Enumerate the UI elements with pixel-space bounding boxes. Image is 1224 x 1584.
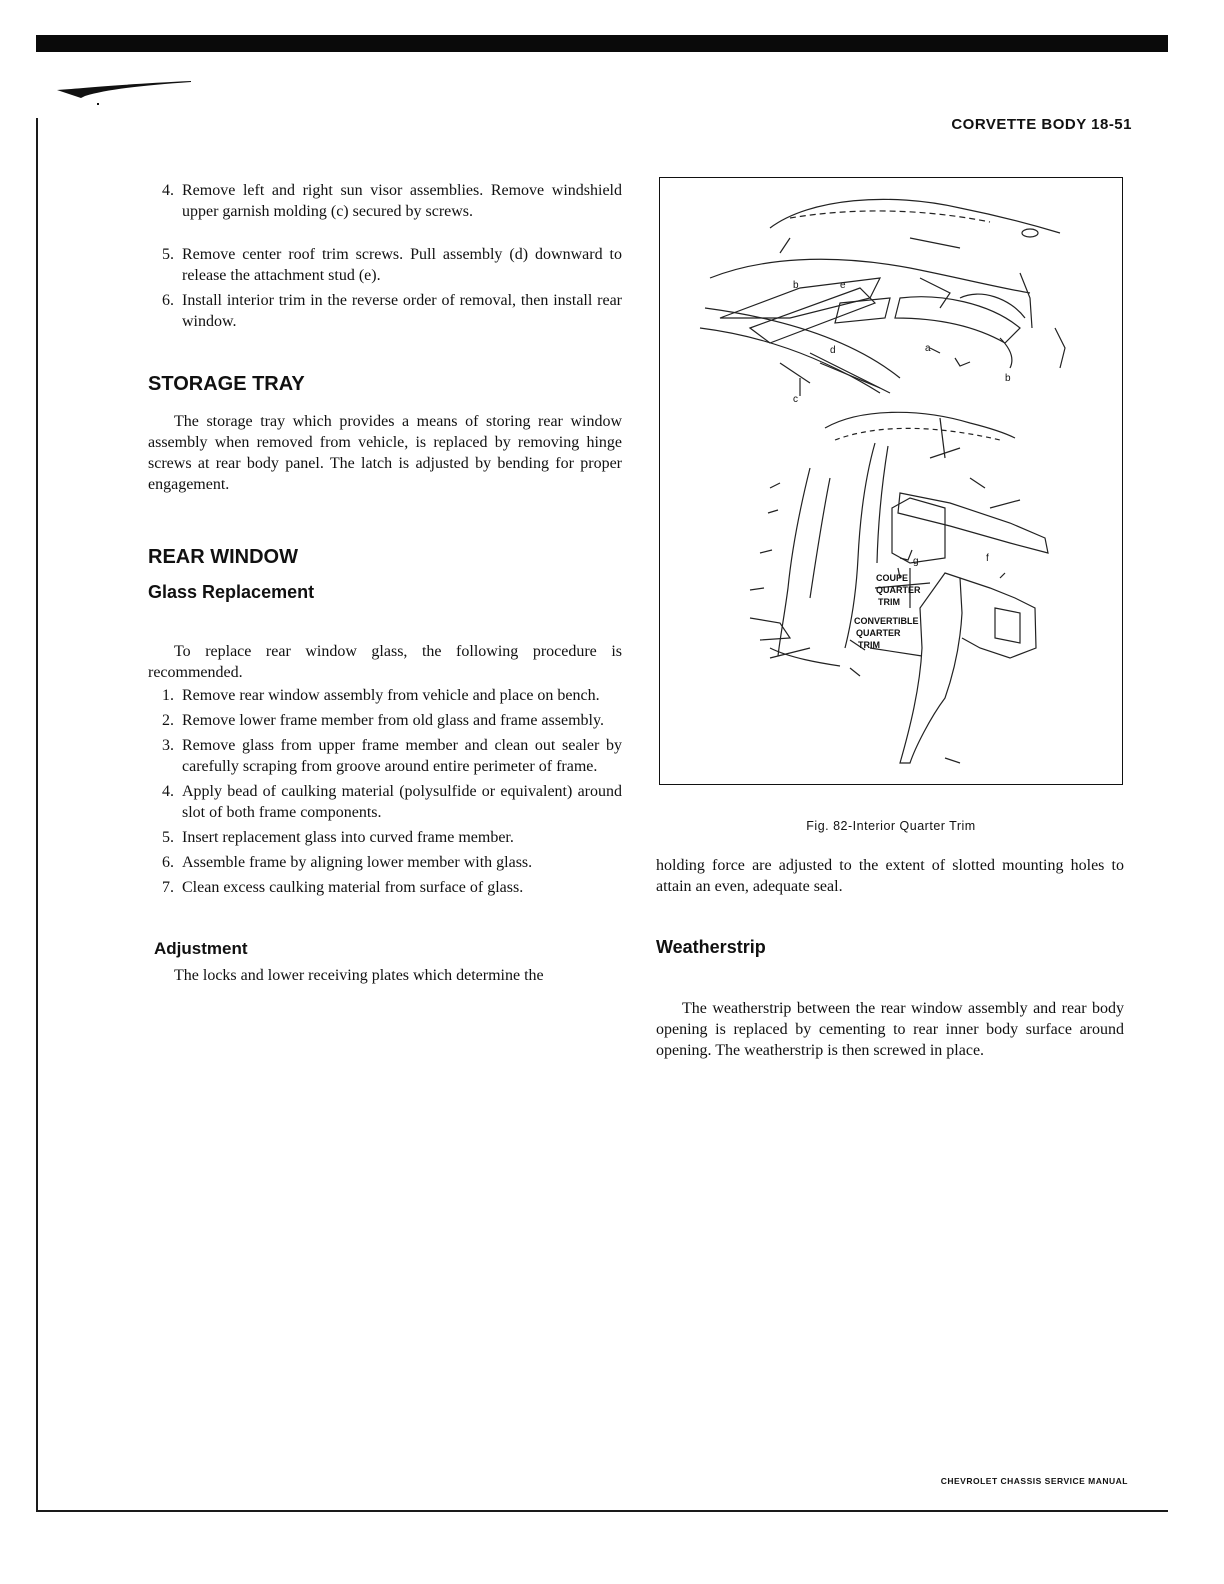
step-text: Apply bead of caulking material (polysulfide or equivalent) around slot of both frame components. xyxy=(182,783,622,821)
step-text: Remove rear window assembly from vehicle and place on bench. xyxy=(182,687,600,704)
step-text: Assemble frame by aligning lower member with glass. xyxy=(182,854,533,871)
label-f: f xyxy=(986,553,989,564)
step-text: Remove center roof trim screws. Pull assembly (d) downward to release the attachment stud (e). xyxy=(182,246,622,284)
label-c: c xyxy=(793,394,798,405)
list-item xyxy=(148,852,622,873)
step-number: 1. xyxy=(162,687,174,704)
step-number: 2. xyxy=(162,712,174,729)
list-item xyxy=(148,827,622,848)
list-item xyxy=(148,244,622,286)
convertible-label-line2: QUARTER xyxy=(856,628,901,638)
label-b: b xyxy=(793,280,799,291)
coupe-label-line1: COUPE xyxy=(876,573,909,583)
step-text: Install interior trim in the reverse order of removal, then install rear window. xyxy=(182,292,622,330)
list-item xyxy=(148,735,622,777)
step-number: 7. xyxy=(162,879,174,896)
step-number: 5. xyxy=(162,246,174,263)
list-item xyxy=(148,781,622,823)
weatherstrip-heading: Weatherstrip xyxy=(656,937,766,957)
label-e: e xyxy=(840,280,846,291)
step-number: 4. xyxy=(162,783,174,800)
footer-text: CHEVROLET CHASSIS SERVICE MANUAL xyxy=(940,1476,1128,1486)
step-text: Remove lower frame member from old glass and frame assembly. xyxy=(182,712,604,729)
step-text: Clean excess caulking material from surface of glass. xyxy=(182,879,524,896)
label-d: d xyxy=(830,345,836,356)
running-head: CORVETTE BODY 18-51 xyxy=(951,116,1132,133)
label-b2: b xyxy=(1005,373,1011,384)
step-text: Remove glass from upper frame member and clean out sealer by carefully scraping from groove around entire perimeter of frame. xyxy=(182,737,622,775)
convertible-label-line1: CONVERTIBLE xyxy=(854,616,919,626)
glass-replacement-intro: To replace rear window glass, the following procedure is recommended. xyxy=(148,643,622,681)
step-text: Remove left and right sun visor assemblies. Remove windshield upper garnish molding (c) secured by screws. xyxy=(182,182,622,220)
storage-tray-body: The storage tray which provides a means of storing rear window assembly when removed from vehicle, is replaced by removing hinge screws at rear body panel. The latch is adjusted by bending for proper engagement. xyxy=(148,413,622,493)
coupe-label-line2: QUARTER xyxy=(876,585,921,595)
list-item xyxy=(148,180,622,222)
step-number: 4. xyxy=(162,182,174,199)
step-text: Insert replacement glass into curved frame member. xyxy=(182,829,514,846)
adjustment-body: The locks and lower receiving plates which determine the xyxy=(174,967,544,984)
list-item xyxy=(148,685,622,706)
coupe-label-line3: TRIM xyxy=(878,597,900,607)
swoosh-mark xyxy=(55,76,195,106)
step-number: 6. xyxy=(162,292,174,309)
top-black-bar xyxy=(36,35,1168,52)
step-number: 5. xyxy=(162,829,174,846)
adjustment-continuation: holding force are adjusted to the extent of slotted mounting holes to attain an even, adequate seal. xyxy=(656,857,1124,895)
list-item xyxy=(148,290,622,332)
left-margin-rule xyxy=(36,118,38,1512)
figure-box xyxy=(659,177,1123,785)
storage-tray-heading: STORAGE TRAY xyxy=(148,373,305,395)
list-item xyxy=(148,877,622,898)
bottom-rule xyxy=(36,1510,1168,1512)
adjustment-heading: Adjustment xyxy=(154,939,248,958)
label-g: g xyxy=(913,556,919,567)
label-a: a xyxy=(925,343,931,354)
figure-caption: Fig. 82-Interior Quarter Trim xyxy=(806,819,976,833)
glass-replacement-heading: Glass Replacement xyxy=(148,582,315,602)
list-item xyxy=(148,710,622,731)
interior-quarter-trim-illustration xyxy=(660,178,1121,783)
weatherstrip-body: The weatherstrip between the rear window assembly and rear body opening is replaced by cementing to rear inner body surface around opening. The weatherstrip is then screwed in place. xyxy=(656,1000,1124,1059)
left-column xyxy=(148,180,622,986)
step-number: 3. xyxy=(162,737,174,754)
rear-window-heading: REAR WINDOW xyxy=(148,546,298,568)
right-column xyxy=(656,855,1124,1061)
convertible-label-line3: TRIM xyxy=(858,640,880,650)
step-number: 6. xyxy=(162,854,174,871)
